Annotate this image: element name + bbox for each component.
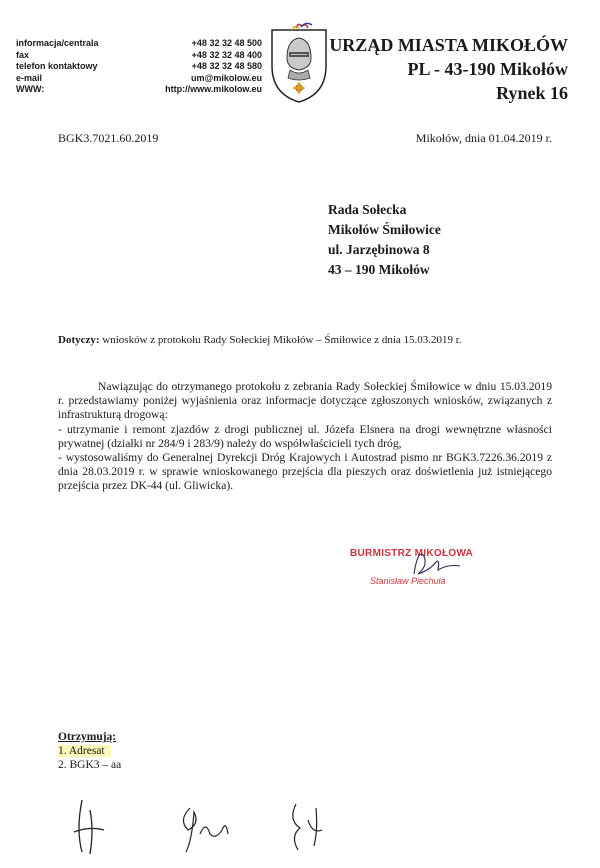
contact-values: [150, 38, 262, 96]
recipient-line: ul. Jarzębinowa 8: [328, 242, 430, 257]
office-street: Rynek 16: [496, 83, 568, 103]
signature-name: Stanisław Piechula: [370, 576, 446, 586]
distribution-item: 1. Adresat: [58, 745, 111, 757]
distribution-header: Otrzymują:: [58, 731, 117, 743]
office-name: URZĄD MIASTA MIKOŁÓW: [329, 35, 568, 55]
body-paragraph: - wystosowaliśmy do Generalnej Dyrekcji Dróg Krajowych i Autostrad pismo nr BGK3.7226.36.2019 z dnia 28.03.2019 r. w sprawie wnioskowanego przejścia dla pieszych oraz doświetlenia już istniejącego przejścia przez DK-44 (ul. Gliwicka).: [58, 451, 552, 493]
recipient-line: Mikołów Śmiłowice: [328, 222, 441, 237]
contact-label: WWW:: [16, 84, 45, 94]
signature-stamp: [350, 548, 520, 598]
contact-label: telefon kontaktowy: [16, 61, 98, 71]
subject-label: Dotyczy:: [58, 334, 100, 346]
office-postal: PL - 43-190 Mikołów: [407, 59, 568, 79]
distribution-list: [58, 730, 121, 772]
distribution-item: 2. BGK3 – aa: [58, 759, 122, 771]
coat-of-arms-icon: [268, 22, 330, 104]
body-paragraph: Nawiązując do otrzymanego protokołu z zebrania Rady Sołeckiej Śmiłowice w dniu 15.03.2019 r. przedstawiamy poniżej wyjaśnienia oraz informacje dotyczące zgłoszonych wniosków, związanych z infrastrukturą drogową:: [58, 380, 552, 422]
contact-label: e-mail: [16, 72, 43, 83]
office-address: [329, 33, 568, 105]
recipient-line: Rada Sołecka: [328, 202, 407, 217]
website-url: http://www.mikolow.eu: [165, 84, 262, 94]
phone-contact: +48 32 32 48 580: [191, 61, 262, 71]
fax-number: +48 32 32 48 400: [191, 49, 262, 60]
phone-central: +48 32 32 48 500: [191, 38, 262, 48]
contact-labels: [16, 38, 99, 96]
subject-text: wniosków z protokołu Rady Sołeckiej Mikołów – Śmiłowice z dnia 15.03.2019 r.: [99, 334, 462, 346]
handwritten-initials-icon: [60, 790, 360, 860]
recipient-line: 43 – 190 Mikołów: [328, 262, 430, 277]
contact-label: fax: [16, 49, 30, 60]
letter-date: Mikołów, dnia 01.04.2019 r.: [415, 131, 552, 145]
reference-number: BGK3.7021.60.2019: [58, 131, 159, 145]
email-address: um@mikolow.eu: [191, 72, 262, 83]
subject-line: [58, 334, 558, 346]
contact-label: informacja/centrala: [16, 38, 99, 48]
recipient-address: [328, 200, 441, 280]
letter-body: [58, 380, 552, 494]
signature-title: BURMISTRZ MIKOŁOWA: [350, 548, 474, 559]
body-paragraph: - utrzymanie i remont zjazdów z drogi publicznej ul. Józefa Elsnera na drogi wewnętrzne własności prywatnej (działki nr 284/9 i 283/9) należy do współwłaścicieli tych dróg,: [58, 422, 552, 450]
